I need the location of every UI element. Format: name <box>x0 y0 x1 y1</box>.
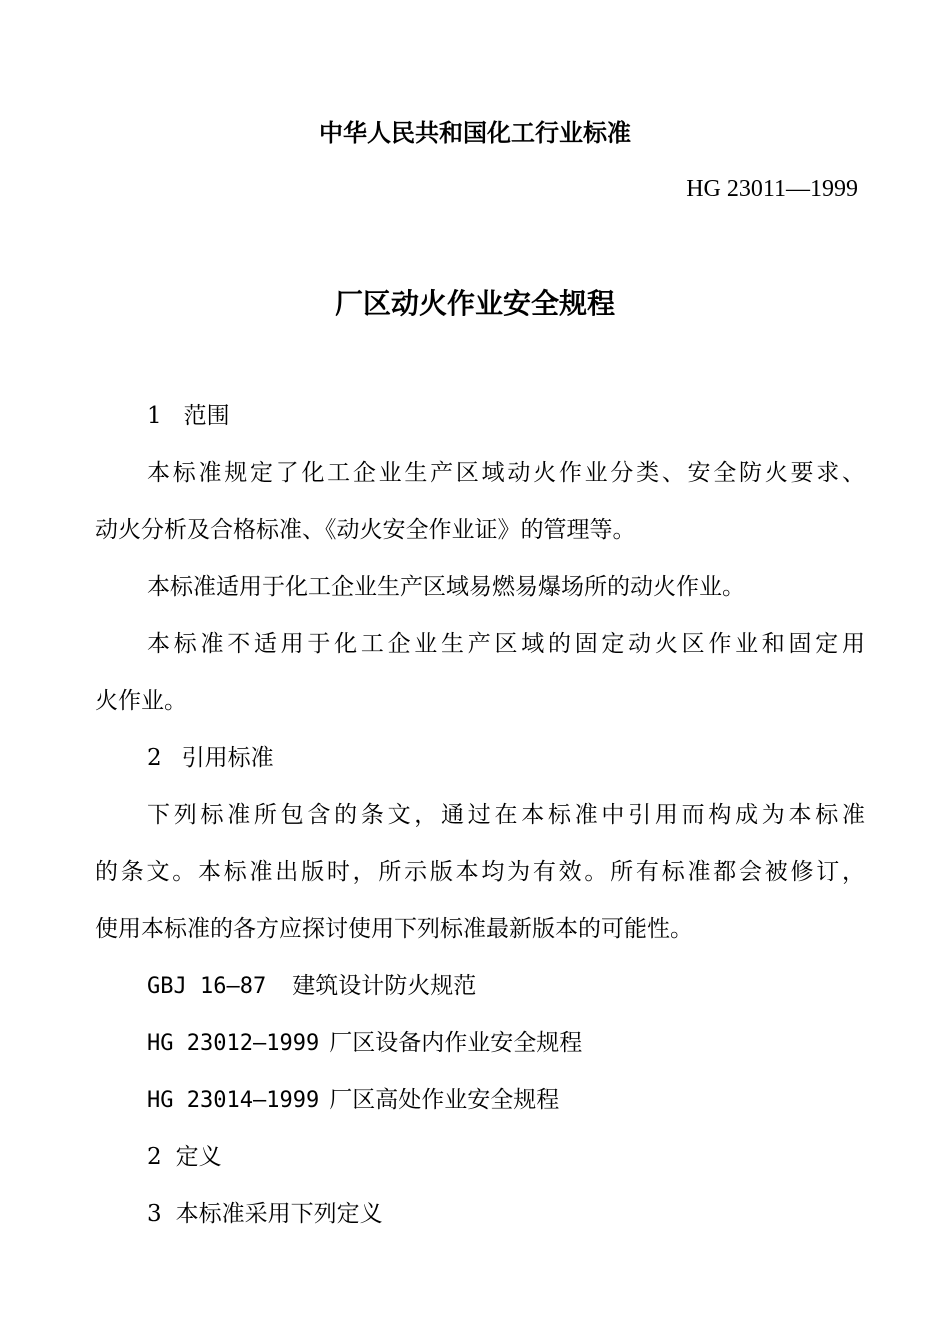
document-body <box>95 388 865 1243</box>
reference-title: 厂区高处作业安全规程 <box>329 1087 560 1113</box>
section-number: 1 <box>147 403 162 429</box>
reference-code: HG 23012—1999 <box>147 1031 320 1056</box>
section-heading-definitions <box>95 1129 865 1186</box>
standard-category-heading: 中华人民共和国化工行业标准 <box>319 119 631 147</box>
section-title: 范围 <box>183 403 230 429</box>
section-title: 定义 <box>175 1144 222 1170</box>
section-number: 2 <box>147 745 162 771</box>
document-title: 厂区动火作业安全规程 <box>334 287 615 320</box>
reference-code: GBJ 16—87 <box>147 974 267 999</box>
paragraph: 本标准适用于化工企业生产区域易燃易爆场所的动火作业。 <box>147 574 745 600</box>
paragraph-line: 动火分析及合格标准、《动火安全作业证》的管理等。 <box>95 517 636 543</box>
reference-item <box>95 1015 865 1072</box>
standard-code: HG 23011—1999 <box>686 176 858 202</box>
paragraph-line: 火作业。 <box>95 688 187 714</box>
reference-title: 建筑设计防火规范 <box>292 973 477 999</box>
section-heading-scope <box>95 388 865 445</box>
section-number: 3 <box>147 1201 162 1227</box>
paragraph-line: 的条文。本标准出版时，所示版本均为有效。所有标准都会被修订， <box>95 859 865 885</box>
section-title: 本标准采用下列定义 <box>175 1201 383 1227</box>
paragraph-line: 本标准规定了化工企业生产区域动火作业分类、安全防火要求、 <box>147 460 865 486</box>
paragraph-line: 本标准不适用于化工企业生产区域的固定动火区作业和固定用 <box>147 631 865 657</box>
reference-item <box>95 1072 865 1129</box>
section-title: 引用标准 <box>181 745 274 771</box>
section-heading-definitions-intro <box>95 1186 865 1243</box>
reference-title: 厂区设备内作业安全规程 <box>329 1030 583 1056</box>
paragraph-line: 使用本标准的各方应探讨使用下列标准最新版本的可能性。 <box>95 916 693 942</box>
reference-item <box>95 958 865 1015</box>
section-heading-references <box>95 730 865 787</box>
reference-code: HG 23014—1999 <box>147 1088 320 1113</box>
section-number: 2 <box>147 1144 162 1170</box>
paragraph-line: 下列标准所包含的条文，通过在本标准中引用而构成为本标准 <box>147 802 865 828</box>
